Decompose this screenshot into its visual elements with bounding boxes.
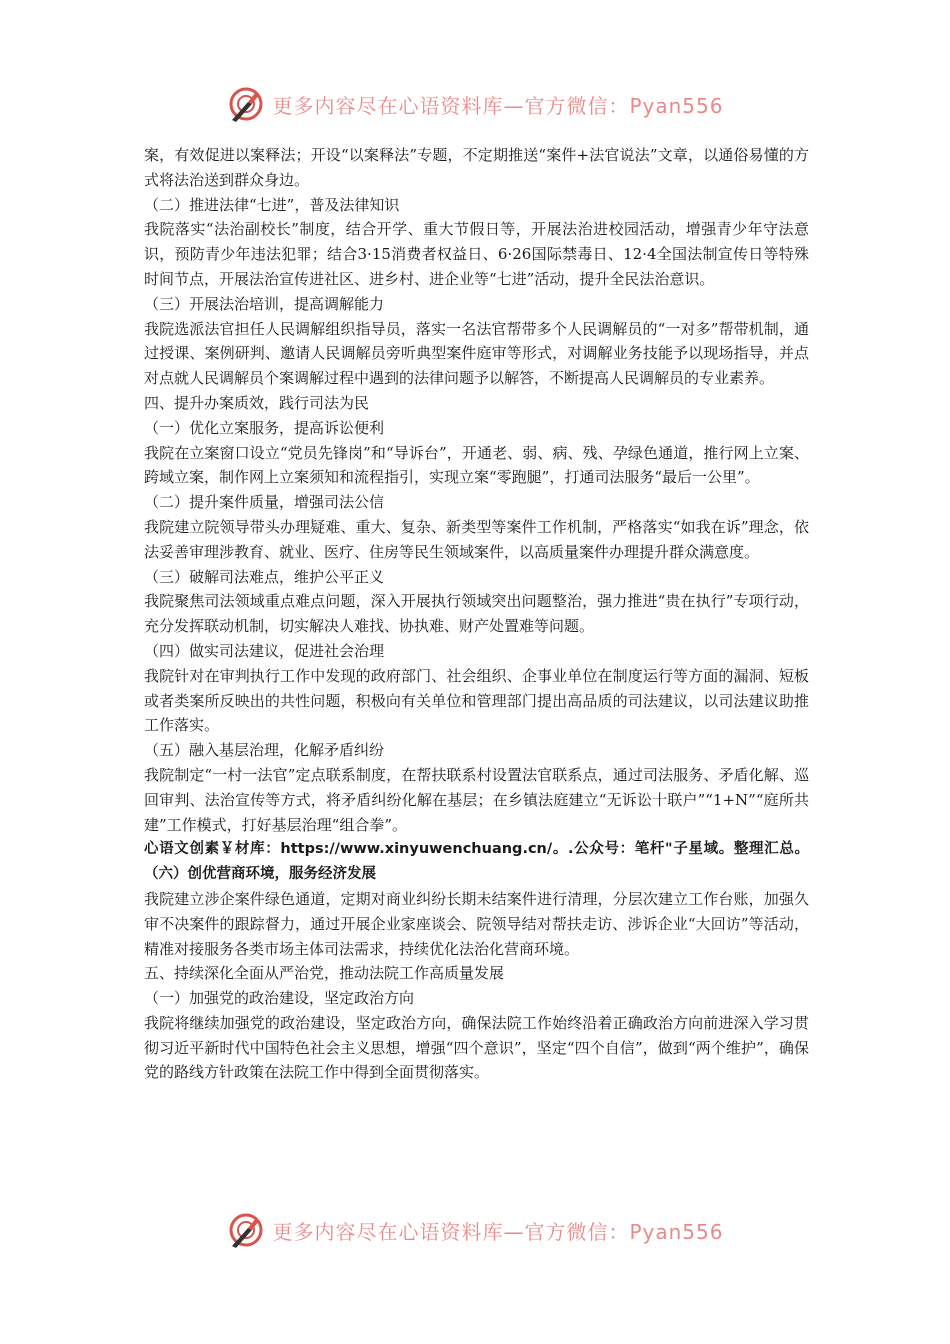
section-heading: 五、持续深化全面从严治党，推动法院工作高质量发展	[144, 964, 505, 983]
header-banner	[0, 80, 950, 128]
paragraph: 我院制定“一村一法官”定点联系制度，在帮扶联系村设置法官联系点，通过司法服务、矛盾化解、巡回审判、法治宣传等方式，将矛盾纠纷化解在基层；在乡镇法庭建立“无诉讼十联户”“1+N”“庭所共建”工作模式，打好基层治理“组合拳”。	[144, 765, 809, 834]
footer-banner	[0, 1206, 950, 1254]
paragraph: 我院将继续加强党的政治建设，坚定政治方向，确保法院工作始终沿着正确政治方向前进深入学习贯彻习近平新时代中国特色社会主义思想，增强“四个意识”，坚定“四个自信”，做到“两个维护”，确保党的路线方针政策在法院工作中得到全面贯彻落实。	[144, 1013, 809, 1082]
subheading: （三）开展法治培训，提高调解能力	[144, 294, 385, 313]
subheading: （三）破解司法难点，维护公平正义	[144, 567, 385, 586]
footer-banner-text: 更多内容尽在心语资料库—官方微信：Pyan556	[272, 1219, 724, 1244]
header-banner-text: 更多内容尽在心语资料库—官方微信：Pyan556	[272, 93, 724, 118]
subheading: （二）提升案件质量，增强司法公信	[144, 493, 385, 512]
paragraph: 我院建立涉企案件绿色通道，定期对商业纠纷长期未结案件进行清理，分层次建立工作台账，加强久审不决案件的跟踪督力，通过开展企业家座谈会、院领导结对帮扶走访、涉诉企业“大回访”等活动，精准对接服务各类市场主体司法需求，持续优化法治化营商环境。	[144, 889, 809, 958]
paragraph: 我院落实“法治副校长”制度，结合开学、重大节假日等，开展法治进校园活动，增强青少年守法意识，预防青少年违法犯罪；结合3·15消费者权益日、6·26国际禁毒日、12·4全国法制宣传日等特殊时间节点，开展法治宣传进社区、进乡村、进企业等“七进”活动，提升全民法治意识。	[144, 220, 809, 288]
pen-logo-icon	[226, 1210, 266, 1250]
paragraph: 我院选派法官担任人民调解组织指导员，落实一名法官帮带多个人民调解员的“一对多”帮带机制，通过授课、案例研判、邀请人民调解员旁听典型案件庭审等形式，对调解业务技能予以现场指导，并点对点就人民调解员个案调解过程中遇到的法律问题予以解答，不断提高人民调解员的专业素养。	[144, 319, 809, 388]
paragraph: 我院针对在审判执行工作中发现的政府部门、社会组织、企事业单位在制度运行等方面的漏洞、短板或者类案所反映出的共性问题，积极向有关单位和管理部门提出高品质的司法建议，以司法建议助推工作落实。	[144, 666, 809, 735]
pen-logo-icon	[226, 84, 266, 124]
paragraph: 案，有效促进以案释法；开设“以案释法”专题，不定期推送“案件+法官说法”文章，以通俗易懂的方式将法治送到群众身边。	[144, 146, 809, 189]
source-notice: 心语文创素￥材库：https://www.xinyuwenchuang.cn/。.公众号：笔杆"子星域。整理汇总。（六）创优营商环境，服务经济发展	[144, 841, 809, 883]
paragraph: 我院聚焦司法领域重点难点问题，深入开展执行领域突出问题整治，强力推进“贵在执行”专项行动，充分发挥联动机制，切实解决人难找、协执难、财产处置难等问题。	[144, 592, 809, 636]
subheading: （五）融入基层治理，化解矛盾纠纷	[144, 741, 385, 760]
paragraph: 我院在立案窗口设立“党员先锋岗”和“导诉台”，开通老、弱、病、残、孕绿色通道，推行网上立案、跨域立案，制作网上立案须知和流程指引，实现立案“零跑腿”，打通司法服务“最后一公里”。	[144, 443, 809, 487]
subheading: （四）做实司法建议，促进社会治理	[144, 641, 385, 660]
paragraph: 我院建立院领导带头办理疑难、重大、复杂、新类型等案件工作机制，严格落实“如我在诉”理念，依法妥善审理涉教育、就业、医疗、住房等民生领域案件，以高质量案件办理提升群众满意度。	[144, 517, 809, 561]
subheading: （一）加强党的政治建设，坚定政治方向	[144, 989, 415, 1008]
document-body	[144, 143, 809, 1085]
section-heading: 四、提升办案质效，践行司法为民	[144, 393, 370, 412]
subheading: （二）推进法律“七进”，普及法律知识	[144, 195, 400, 214]
subheading: （一）优化立案服务，提高诉讼便利	[144, 418, 385, 437]
